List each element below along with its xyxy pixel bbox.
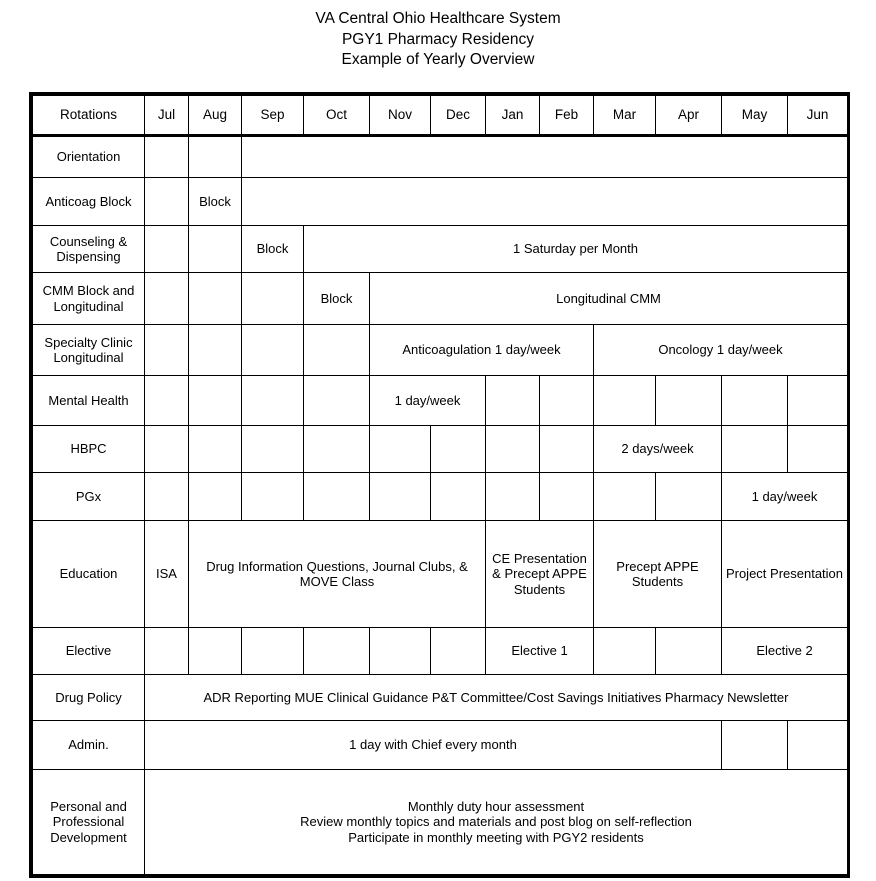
row-label-mental-health: Mental Health [33,376,145,426]
row-label-anticoag-block: Anticoag Block [33,178,145,226]
table-row [33,426,848,473]
cell-empty[interactable] [594,628,656,675]
cell-precept-appe-students[interactable]: Precept APPE Students [594,521,722,628]
cell-empty[interactable] [486,376,540,426]
cell-empty[interactable] [242,136,848,178]
row-label-specialty-clinic-longitudinal: Specialty Clinic Longitudinal [33,325,145,376]
table-row [33,473,848,521]
title-line-1: VA Central Ohio Healthcare System [315,10,561,27]
yearly-overview-table-wrapper [29,92,850,878]
table-row [33,178,848,226]
cell-empty[interactable] [540,473,594,521]
cell-empty[interactable] [431,628,486,675]
cell-empty[interactable] [788,376,848,426]
cell-empty[interactable] [722,426,788,473]
column-header-aug: Aug [189,96,242,136]
row-label-orientation: Orientation [33,136,145,178]
row-label-cmm-block-and-longitudinal: CMM Block and Longitudinal [33,273,145,325]
cell-empty[interactable] [145,136,189,178]
column-header-jul: Jul [145,96,189,136]
table-header-row [33,96,848,136]
cell-empty[interactable] [656,473,722,521]
cell-empty[interactable] [242,473,304,521]
cell-empty[interactable] [540,376,594,426]
cell-empty[interactable] [370,628,431,675]
column-header-mar: Mar [594,96,656,136]
column-header-feb: Feb [540,96,594,136]
row-label-elective: Elective [33,628,145,675]
title-line-3: Example of Yearly Overview [341,51,535,68]
cell-empty[interactable] [242,325,304,376]
table-row [33,226,848,273]
cell-empty[interactable] [486,473,540,521]
cell-empty[interactable] [145,226,189,273]
cell-empty[interactable] [242,178,848,226]
row-label-drug-policy: Drug Policy [33,675,145,721]
cell-empty[interactable] [304,325,370,376]
table-row [33,770,848,875]
cell-1-day-with-chief-every-month[interactable]: 1 day with Chief every month [145,721,722,770]
cell-1-day-week[interactable]: 1 day/week [722,473,848,521]
table-row [33,521,848,628]
row-label-admin: Admin. [33,721,145,770]
cell-empty[interactable] [788,721,848,770]
cell-empty[interactable] [145,473,189,521]
column-header-jun: Jun [788,96,848,136]
cell-empty[interactable] [145,273,189,325]
cell-empty[interactable] [370,473,431,521]
title-line-2: PGY1 Pharmacy Residency [341,30,535,48]
cell-block[interactable]: Block [304,273,370,325]
cell-project-presentation[interactable]: Project Presentation [722,521,848,628]
column-header-sep: Sep [242,96,304,136]
cell-empty[interactable] [431,473,486,521]
cell-empty[interactable] [304,426,370,473]
cell-block[interactable]: Block [189,178,242,226]
cell-empty[interactable] [242,376,304,426]
cell-elective-1[interactable]: Elective 1 [486,628,594,675]
cell-empty[interactable] [242,628,304,675]
cell-empty[interactable] [304,376,370,426]
cell-empty[interactable] [189,426,242,473]
cell-empty[interactable] [594,473,656,521]
column-header-apr: Apr [656,96,722,136]
row-label-counseling-dispensing: Counseling & Dispensing [33,226,145,273]
column-header-nov: Nov [370,96,431,136]
cell-empty[interactable] [145,426,189,473]
cell-anticoagulation-1-day-week[interactable]: Anticoagulation 1 day/week [370,325,594,376]
cell-isa[interactable]: ISA [145,521,189,628]
table-row [33,325,848,376]
cell-empty[interactable] [594,376,656,426]
cell-elective-2[interactable]: Elective 2 [722,628,848,675]
table-row [33,721,848,770]
table-body [33,96,848,875]
cell-empty[interactable] [431,426,486,473]
row-label-personal-and-professional-development: Personal and Professional Development [33,770,145,875]
cell-empty[interactable] [189,628,242,675]
cell-empty[interactable] [304,628,370,675]
cell-empty[interactable] [304,473,370,521]
table-row [33,675,848,721]
cell-adr-reporting-mue[interactable]: ADR Reporting MUE Clinical Guidance P&T Committee/Cost Savings Initiatives Pharmacy Newsletter [145,675,848,721]
cell-longitudinal-cmm[interactable]: Longitudinal CMM [370,273,848,325]
column-header-oct: Oct [304,96,370,136]
cell-empty[interactable] [242,273,304,325]
cell-drug-information-questions[interactable]: Drug Information Questions, Journal Clubs, & MOVE Class [189,521,486,628]
row-label-hbpc: HBPC [33,426,145,473]
cell-empty[interactable] [145,178,189,226]
column-header-rotations: Rotations [33,96,145,136]
table-row [33,136,848,178]
cell-empty[interactable] [370,426,431,473]
cell-empty[interactable] [486,426,540,473]
table-row [33,376,848,426]
table-row [33,628,848,675]
page-title [0,0,876,71]
cell-empty[interactable] [540,426,594,473]
column-header-may: May [722,96,788,136]
cell-ce-presentation-precept-ap[interactable]: CE Presentation & Precept APPE Students [486,521,594,628]
row-label-pgx: PGx [33,473,145,521]
table-row [33,273,848,325]
row-label-education: Education [33,521,145,628]
column-header-jan: Jan [486,96,540,136]
cell-empty[interactable] [189,226,242,273]
cell-empty[interactable] [242,426,304,473]
cell-empty[interactable] [145,376,189,426]
cell-empty[interactable] [189,376,242,426]
cell-empty[interactable] [656,376,722,426]
cell-block[interactable]: Block [242,226,304,273]
cell-1-day-week[interactable]: 1 day/week [370,376,486,426]
cell-1-saturday-per-month[interactable]: 1 Saturday per Month [304,226,848,273]
cell-empty[interactable] [145,628,189,675]
cell-empty[interactable] [656,628,722,675]
cell-monthly-duty-hour-assessment[interactable]: Monthly duty hour assessment Review monthly topics and materials and post blog on self-reflection Participate in monthly meeting with PGY2 residents [145,770,848,875]
cell-empty[interactable] [722,721,788,770]
column-header-dec: Dec [431,96,486,136]
cell-2-days-week[interactable]: 2 days/week [594,426,722,473]
cell-empty[interactable] [189,273,242,325]
cell-empty[interactable] [189,136,242,178]
cell-oncology-1-day-week[interactable]: Oncology 1 day/week [594,325,848,376]
cell-empty[interactable] [145,325,189,376]
cell-empty[interactable] [722,376,788,426]
cell-empty[interactable] [788,426,848,473]
cell-empty[interactable] [189,473,242,521]
cell-empty[interactable] [189,325,242,376]
yearly-overview-table [32,95,848,875]
